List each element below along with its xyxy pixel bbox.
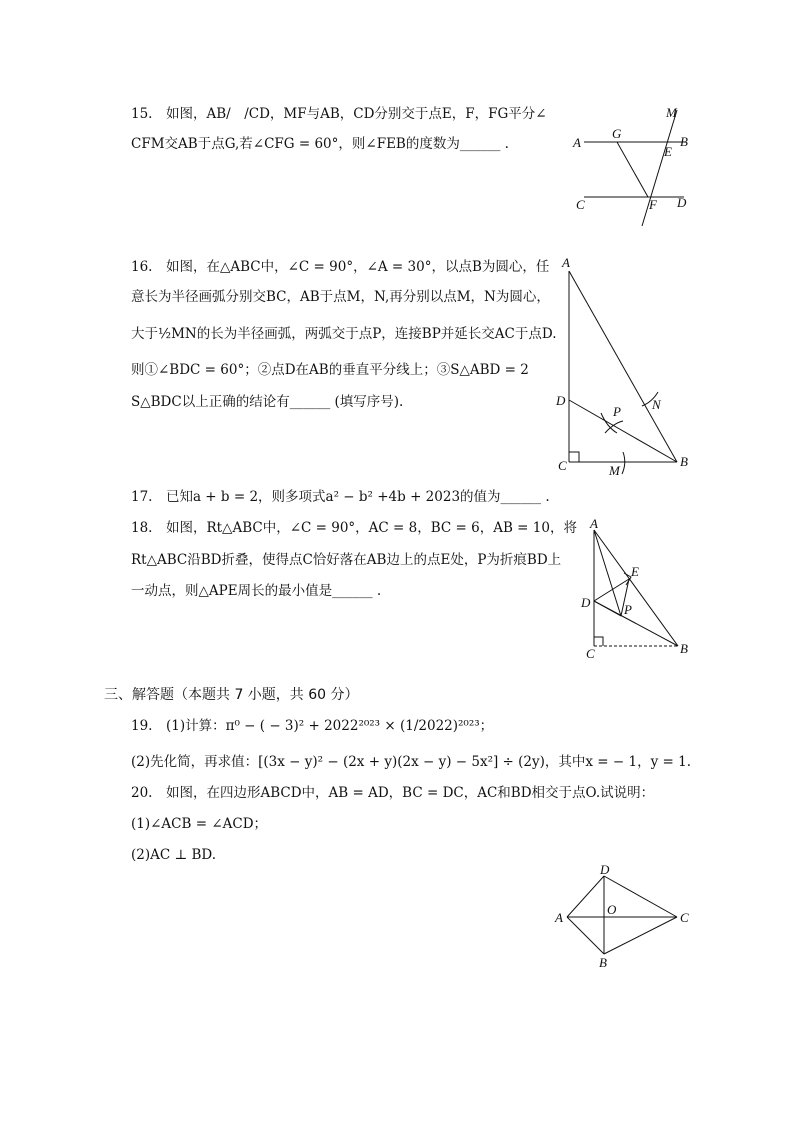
label-A: A — [590, 516, 598, 531]
q16-line5: S△BDC以上正确的结论有______ (填写序号). — [131, 394, 404, 410]
label-M: M — [666, 105, 677, 120]
q18-figure — [575, 515, 700, 665]
arc-m — [622, 452, 625, 474]
q16-line3: 大于½MN的长为半径画弧，两弧交于点P，连接BP并延长交AC于点D. — [131, 326, 557, 342]
side-ad — [567, 876, 604, 917]
q18-line1: 18. 如图，Rt△ABC中，∠C = 90°，AC = 8，BC = 6，AB = 10，将 — [131, 520, 577, 536]
q20-line3: (2)AC ⊥ BD. — [131, 847, 217, 863]
q16-figure — [550, 250, 700, 480]
label-B: B — [599, 955, 607, 970]
q19-line1: 19. (1)计算：π⁰ − ( − 3)² + 2022²⁰²³ × (1/2022)²⁰²³； — [131, 718, 494, 734]
q17-line1: 17. 已知a + b = 2，则多项式a² − b² +4b + 2023的值为______ . — [131, 489, 550, 505]
line-fg — [617, 142, 648, 197]
label-N: N — [652, 397, 661, 412]
label-D: D — [556, 393, 566, 408]
q20-line2: (1)∠ACB = ∠ACD； — [131, 816, 268, 832]
q16-line4: 则①∠BDC = 60°；②点D在AB的垂直平分线上；③S△ABD = 2 — [131, 362, 529, 378]
label-C: C — [680, 910, 689, 925]
label-A: A — [573, 135, 581, 150]
label-G: G — [612, 126, 622, 141]
q18-line2: Rt△ABC沿BD折叠，使得点C恰好落在AB边上的点E处，P为折痕BD上 — [131, 552, 562, 568]
label-E: E — [631, 564, 639, 579]
label-D: D — [581, 595, 591, 610]
label-A: A — [562, 255, 570, 270]
q20-line1: 20. 如图，在四边形ABCD中，AB = AD，BC = DC，AC和BD相交于点O.试说明： — [131, 785, 655, 801]
label-B: B — [680, 641, 688, 656]
right-angle-c — [569, 452, 579, 462]
label-B: B — [680, 134, 688, 149]
q20-figure — [550, 862, 700, 974]
label-C: C — [558, 458, 567, 473]
side-ab — [569, 271, 677, 462]
section3-title: 三、解答题（本题共 7 小题，共 60 分） — [104, 687, 359, 703]
right-angle-e — [624, 573, 631, 585]
label-O: O — [607, 902, 617, 917]
label-A: A — [555, 910, 563, 925]
q19-line2: (2)先化简，再求值：[(3x − y)² − (2x + y)(2x − y) − 5x²] ÷ (2y)，其中x = − 1，y = 1. — [131, 754, 691, 770]
line-mf — [642, 110, 677, 226]
q15-figure — [560, 100, 700, 230]
segment-de — [594, 579, 629, 601]
q16-line1: 16. 如图，在△ABC中，∠C = 90°，∠A = 30°，以点B为圆心，任 — [131, 259, 550, 275]
side-ab — [594, 530, 678, 646]
side-cb — [604, 917, 677, 954]
label-P: P — [624, 602, 632, 617]
label-P: P — [613, 404, 621, 419]
right-angle-c — [594, 637, 603, 646]
side-ba — [567, 917, 604, 954]
label-B: B — [680, 454, 688, 469]
label-F: F — [649, 197, 657, 212]
label-M: M — [609, 463, 620, 478]
label-D: D — [677, 195, 687, 210]
label-C: C — [586, 646, 595, 661]
q15-line2: CFM交AB于点G,若∠CFG = 60°，则∠FEB的度数为______ . — [131, 136, 509, 152]
q18-line3: 一动点，则△APE周长的最小值是______ . — [131, 583, 382, 599]
q16-line2: 意长为半径画弧分别交BC，AB于点M，N,再分别以点M，N为圆心， — [131, 289, 550, 305]
q15-line1: 15. 如图，AB/ /CD，MF与AB，CD分别交于点E，F，FG平分∠ — [131, 106, 547, 122]
label-E: E — [664, 144, 672, 159]
label-D: D — [600, 862, 610, 877]
label-C: C — [576, 197, 585, 212]
